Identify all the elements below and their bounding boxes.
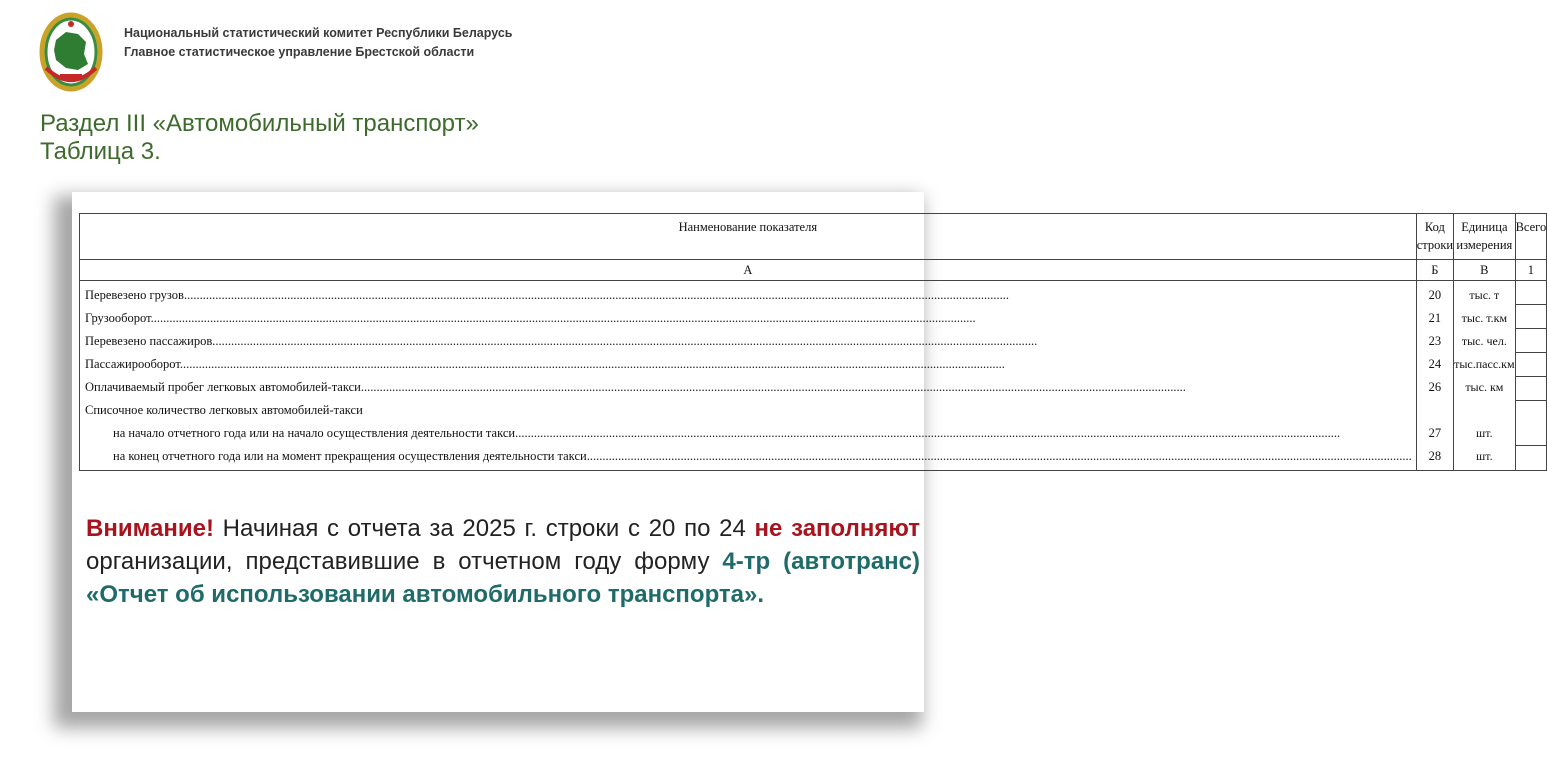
content-panel [72, 192, 1547, 712]
organization-header [124, 24, 512, 62]
row-name: Перевезено грузов ..... [85, 284, 1412, 307]
notice-form-reference: 4-тр (автотранс) «Отчет об использовании автомобильного транспорта». [86, 548, 921, 608]
row-name: на конец отчетного года или на момент прекращения осуществления деятельности такси ..... [85, 445, 1412, 468]
emblem-map [54, 32, 88, 70]
table-number: Таблица 3. [40, 138, 161, 165]
emblem-logo-icon [38, 10, 104, 94]
row-code [1417, 399, 1453, 422]
column-header-code: Код строки [1416, 214, 1453, 260]
indicator-names-column [80, 281, 1417, 471]
total-cell-row-23[interactable] [1516, 329, 1547, 353]
row-unit: тыс. т [1469, 288, 1500, 302]
section-title: Раздел III «Автомобильный транспорт» [40, 110, 479, 137]
notice-text-part1: Начиная с отчета за 2025 г. строки с 20 по 24 [213, 515, 755, 542]
row-unit: тыс. км [1465, 380, 1504, 394]
totals-column [1515, 281, 1547, 471]
row-name: Пассажирооборот ..... [85, 353, 1412, 376]
org-name-regional: Главное статистическое управление Брестской области [124, 45, 475, 59]
column-header-total: Всего [1515, 214, 1547, 260]
row-unit: шт. [1476, 426, 1493, 440]
column-letter-b: Б [1416, 260, 1453, 281]
row-unit: шт. [1476, 449, 1493, 463]
row-name: Перевезено пассажиров ..... [85, 330, 1412, 353]
org-name-national: Национальный статистический комитет Республики Беларусь [124, 26, 513, 40]
row-code: 27 [1428, 426, 1442, 440]
row-code: 21 [1428, 311, 1442, 325]
row-code: 28 [1428, 449, 1442, 463]
row-code: 24 [1428, 357, 1442, 371]
notice-text-part2: организации, представившие в отчетном году форму [86, 548, 723, 575]
total-cell-row-24[interactable] [1516, 353, 1547, 377]
total-cell-row-28[interactable] [1516, 446, 1547, 470]
notice-lead: Внимание! [86, 515, 214, 542]
row-units-column [1454, 281, 1515, 471]
column-letter-a: А [80, 260, 1417, 281]
row-unit: тыс.пасс.км [1454, 357, 1515, 371]
notice-emphasis: не заполняют [754, 515, 920, 542]
total-cell-row-21[interactable] [1516, 305, 1547, 329]
row-unit: тыс. т.км [1461, 311, 1508, 325]
total-cell-row-27[interactable] [1516, 401, 1547, 446]
row-code: 26 [1428, 380, 1442, 394]
total-cell-row-26[interactable] [1516, 377, 1547, 401]
row-codes-column [1416, 281, 1453, 471]
row-unit: тыс. чел. [1461, 334, 1507, 348]
column-header-unit: Единица измерения [1454, 214, 1515, 260]
row-code: 23 [1428, 334, 1442, 348]
column-letter-v: В [1454, 260, 1515, 281]
row-name: Оплачиваемый пробег легковых автомобилей-такси ..... [85, 376, 1412, 399]
row-unit [1454, 399, 1514, 422]
statistics-form-table [79, 213, 1547, 471]
row-name: Грузооборот ..... [85, 307, 1412, 330]
total-cell-row-20[interactable] [1516, 281, 1547, 305]
column-header-indicator: Нанменование показателя [80, 214, 1417, 260]
attention-notice [86, 512, 920, 611]
row-code: 20 [1428, 288, 1442, 302]
row-name: на начало отчетного года или на начало осуществления деятельности такси ..... [85, 422, 1412, 445]
column-number-1: 1 [1515, 260, 1547, 281]
row-name: Списочное количество легковых автомобилей-такси [85, 403, 363, 417]
section-heading [40, 110, 479, 166]
